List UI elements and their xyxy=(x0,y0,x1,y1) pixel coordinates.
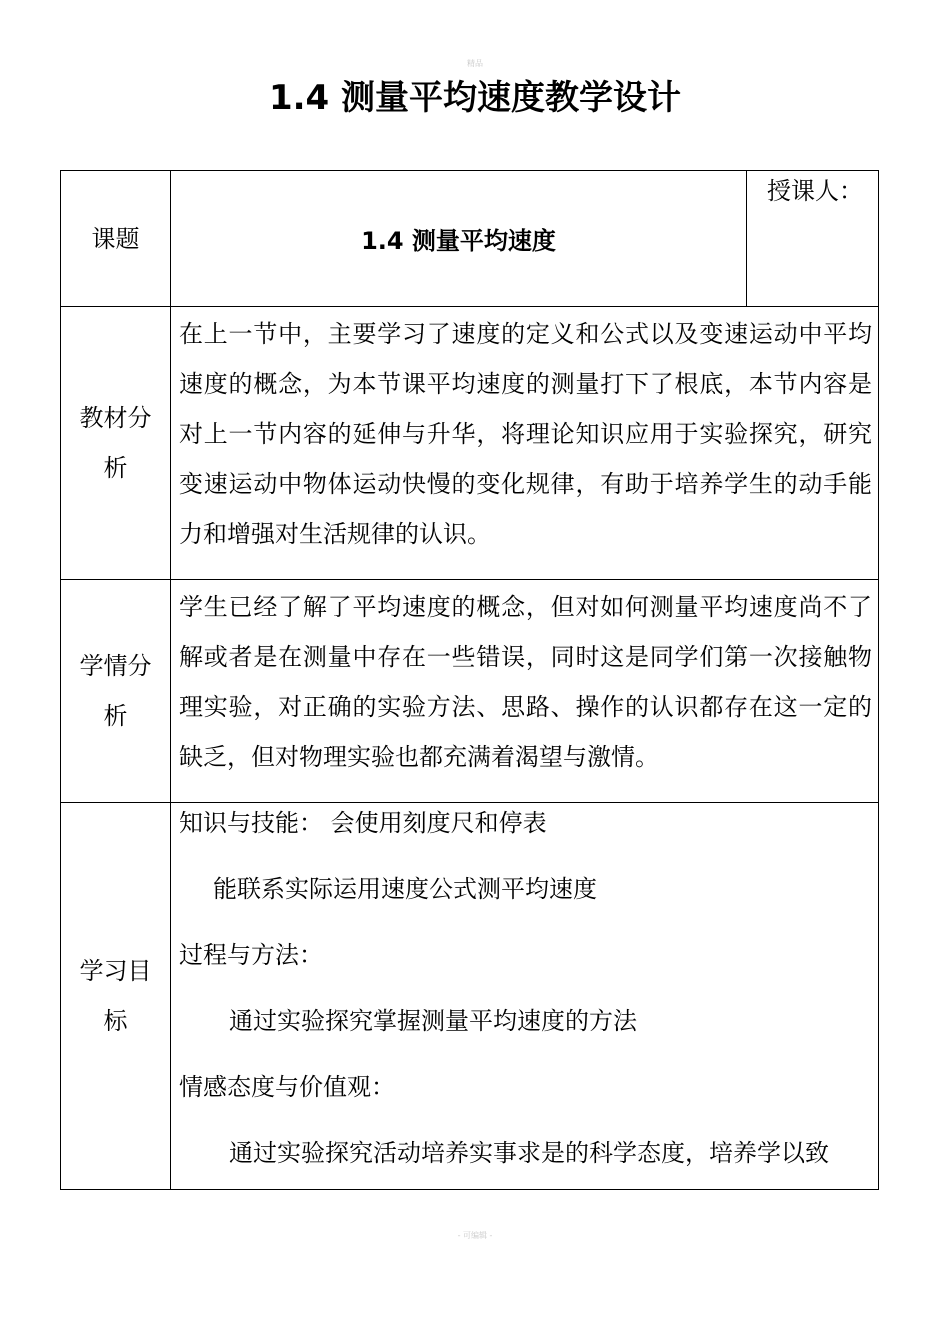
emotion-values-item: 通过实验探究活动培养实事求是的科学态度，培养学以致 xyxy=(229,1139,829,1167)
material-analysis-label xyxy=(61,307,171,580)
topic-label: 课题 xyxy=(61,171,171,307)
table-row-material-analysis xyxy=(61,307,879,580)
knowledge-skills-heading: 知识与技能： 会使用刻度尺和停表 xyxy=(179,809,547,837)
process-method-item: 通过实验探究掌握测量平均速度的方法 xyxy=(229,1007,637,1035)
table-row-learning-goals xyxy=(61,803,879,1190)
student-analysis-label-text: 学情分析 xyxy=(79,652,152,730)
topic-value: 1.4 测量平均速度 xyxy=(171,171,747,307)
lesson-plan-table xyxy=(60,170,879,1190)
page-footer-watermark: - 可编辑 - xyxy=(457,1231,493,1240)
learning-goals-label-text: 学习目标 xyxy=(79,957,152,1035)
material-analysis-label-text: 教材分析 xyxy=(79,404,152,482)
table-row-student-analysis xyxy=(61,580,879,803)
student-analysis-text: 学生已经了解了平均速度的概念，但对如何测量平均速度尚不了解或者是在测量中存在一些错误，同时这是同学们第一次接触物理实验，对正确的实验方法、思路、操作的认识都存在这一定的缺乏，但对物理实验也都充满着渴望与激情。 xyxy=(171,580,879,803)
knowledge-skills-item: 能联系实际运用速度公式测平均速度 xyxy=(213,875,597,903)
teacher-label: 授课人： xyxy=(747,171,879,307)
page-header-watermark: 精品 xyxy=(467,59,483,68)
process-method-heading: 过程与方法： xyxy=(179,941,323,969)
student-analysis-label xyxy=(61,580,171,803)
emotion-values-heading: 情感态度与价值观： xyxy=(179,1073,395,1101)
learning-goals-label xyxy=(61,803,171,1190)
document-title: 1.4 测量平均速度教学设计 xyxy=(268,78,682,118)
learning-goals-content xyxy=(171,803,879,1190)
table-row-topic xyxy=(61,171,879,307)
material-analysis-text: 在上一节中，主要学习了速度的定义和公式以及变速运动中平均速度的概念，为本节课平均速度的测量打下了根底，本节内容是对上一节内容的延伸与升华，将理论知识应用于实验探究，研究变速运动中物体运动快慢的变化规律，有助于培养学生的动手能力和增强对生活规律的认识。 xyxy=(171,307,879,580)
